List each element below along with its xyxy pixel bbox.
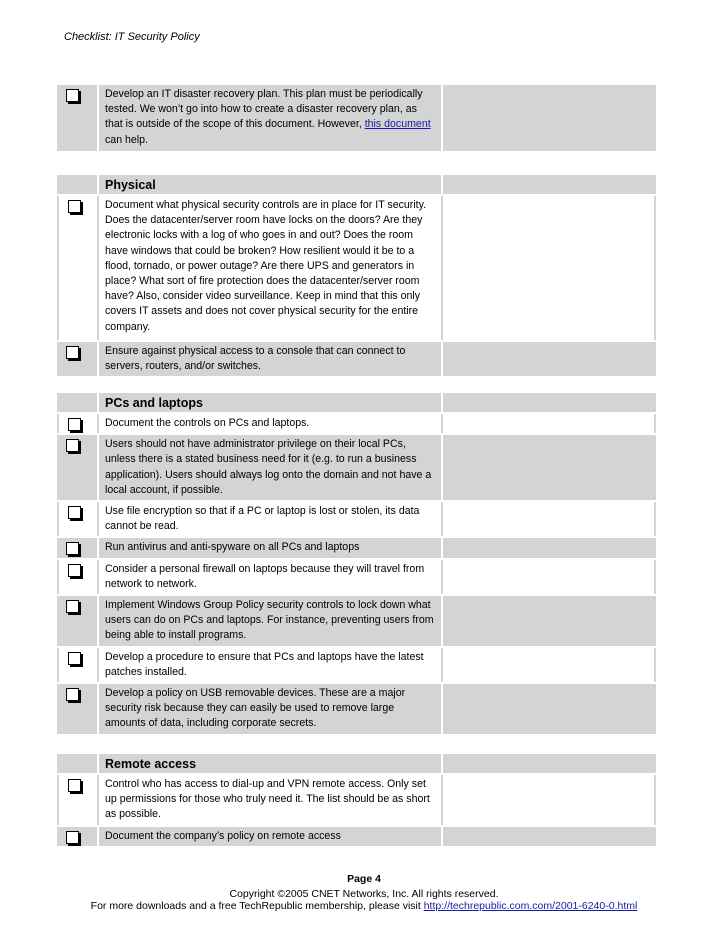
checkbox-icon[interactable] [66, 542, 79, 555]
checkbox-icon[interactable] [66, 439, 79, 452]
item-text: Develop an IT disaster recovery plan. This plan must be periodically tested. We won’t go into how to create a disaster recovery plan, as that is outside of the scope of this document. However, this document can help. [105, 88, 431, 146]
checkbox-icon[interactable] [66, 831, 79, 844]
techrepublic-link[interactable]: http://techrepublic.com.com/2001-6240-0.html [423, 900, 638, 912]
checkbox-icon[interactable] [68, 779, 81, 792]
notes-cell[interactable] [443, 596, 656, 646]
checklist-row [57, 435, 656, 500]
item-text: Document the company’s policy on remote access [105, 829, 341, 842]
checklist-row [57, 775, 656, 825]
checklist-row [57, 827, 656, 846]
item-text: Control who has access to dial-up and VPN remote access. Only set up permissions for those who truly need it. The list should be as short as possible. [105, 778, 430, 821]
checkbox-icon[interactable] [68, 564, 81, 577]
copyright-text: Copyright ©2005 CNET Networks, Inc. All rights reserved. [229, 888, 499, 900]
notes-cell[interactable] [443, 342, 656, 376]
notes-cell[interactable] [443, 560, 656, 594]
section-heading-row [57, 393, 656, 412]
page-number: Page 4 [347, 873, 381, 885]
checklist-row [57, 560, 656, 594]
section-physical [57, 173, 656, 378]
checklist-row [57, 342, 656, 376]
section-heading-row [57, 175, 656, 194]
item-text: Document the controls on PCs and laptops. [105, 417, 310, 429]
document-header: Checklist: IT Security Policy [64, 31, 200, 43]
section-heading: PCs and laptops [105, 396, 203, 410]
checklist-row [57, 85, 656, 151]
notes-cell[interactable] [443, 827, 656, 846]
checkbox-icon[interactable] [66, 600, 79, 613]
item-text: Use file encryption so that if a PC or laptop is lost or stolen, its data cannot be read. [105, 505, 420, 533]
this-document-link[interactable]: this document [364, 118, 431, 131]
item-text: Consider a personal firewall on laptops because they will travel from network to network. [105, 562, 425, 590]
item-text: Develop a policy on USB removable devices. These are a major security risk because they can easily be used to remove large amounts of data, including corporate secrets. [105, 687, 406, 730]
checkbox-icon[interactable] [68, 506, 81, 519]
checkbox-icon[interactable] [68, 418, 81, 431]
notes-cell[interactable] [443, 85, 656, 151]
section-pcs-laptops [57, 391, 656, 736]
section-heading: Remote access [105, 757, 197, 771]
notes-cell[interactable] [443, 414, 656, 433]
checklist-row [57, 196, 656, 340]
notes-cell[interactable] [443, 196, 656, 340]
item-text: Develop a procedure to ensure that PCs and laptops have the latest patches installed. [105, 650, 424, 678]
footer-download-line [0, 900, 728, 912]
checklist-row [57, 414, 656, 433]
item-text: Users should not have administrator privilege on their local PCs, unless there is a stated business need for it (e.g. to run a business application). Users should always log onto the domain and not have a local account, if possible. [105, 438, 432, 496]
notes-cell[interactable] [443, 648, 656, 682]
notes-cell[interactable] [443, 435, 656, 500]
section-remote-access [57, 752, 656, 848]
checklist-row [57, 648, 656, 682]
checklist-table-top [57, 83, 656, 153]
checkbox-icon[interactable] [66, 89, 79, 102]
checklist-row [57, 684, 656, 734]
notes-cell[interactable] [443, 502, 656, 536]
section-heading: Physical [105, 178, 156, 192]
footer-download-text: For more downloads and a free TechRepublic membership, please visit [90, 900, 424, 912]
notes-cell[interactable] [443, 538, 656, 557]
checkbox-icon[interactable] [66, 346, 79, 359]
checklist-row [57, 502, 656, 536]
notes-cell[interactable] [443, 775, 656, 825]
checkbox-icon[interactable] [66, 688, 79, 701]
checkbox-icon[interactable] [68, 652, 81, 665]
section-heading-row [57, 754, 656, 773]
item-text: Document what physical security controls are in place for IT security. Does the datacenter/server room have locks on the doors? Are they electronic locks with a log of who goes in and out? Does the room have windows that could be broken? How resilient would it be to a flood, tornado, or power outage? Are there UPS and generators in place? What sort of fire protection does the datacenter/server room have? Also, consider video surveillance. Keep in mind that this only covers IT assets and does not cover physical security for the entire company. [105, 199, 427, 333]
notes-cell[interactable] [443, 684, 656, 734]
item-text: Implement Windows Group Policy security controls to lock down what users can do on PCs and laptops. For instance, preventing users from being able to install programs. [105, 599, 434, 642]
checkbox-icon[interactable] [68, 200, 81, 213]
checklist-row [57, 596, 656, 646]
item-text: Run antivirus and anti-spyware on all PCs and laptops [105, 541, 360, 554]
item-text: Ensure against physical access to a console that can connect to servers, routers, and/or switches. [105, 345, 406, 373]
checklist-row [57, 538, 656, 557]
